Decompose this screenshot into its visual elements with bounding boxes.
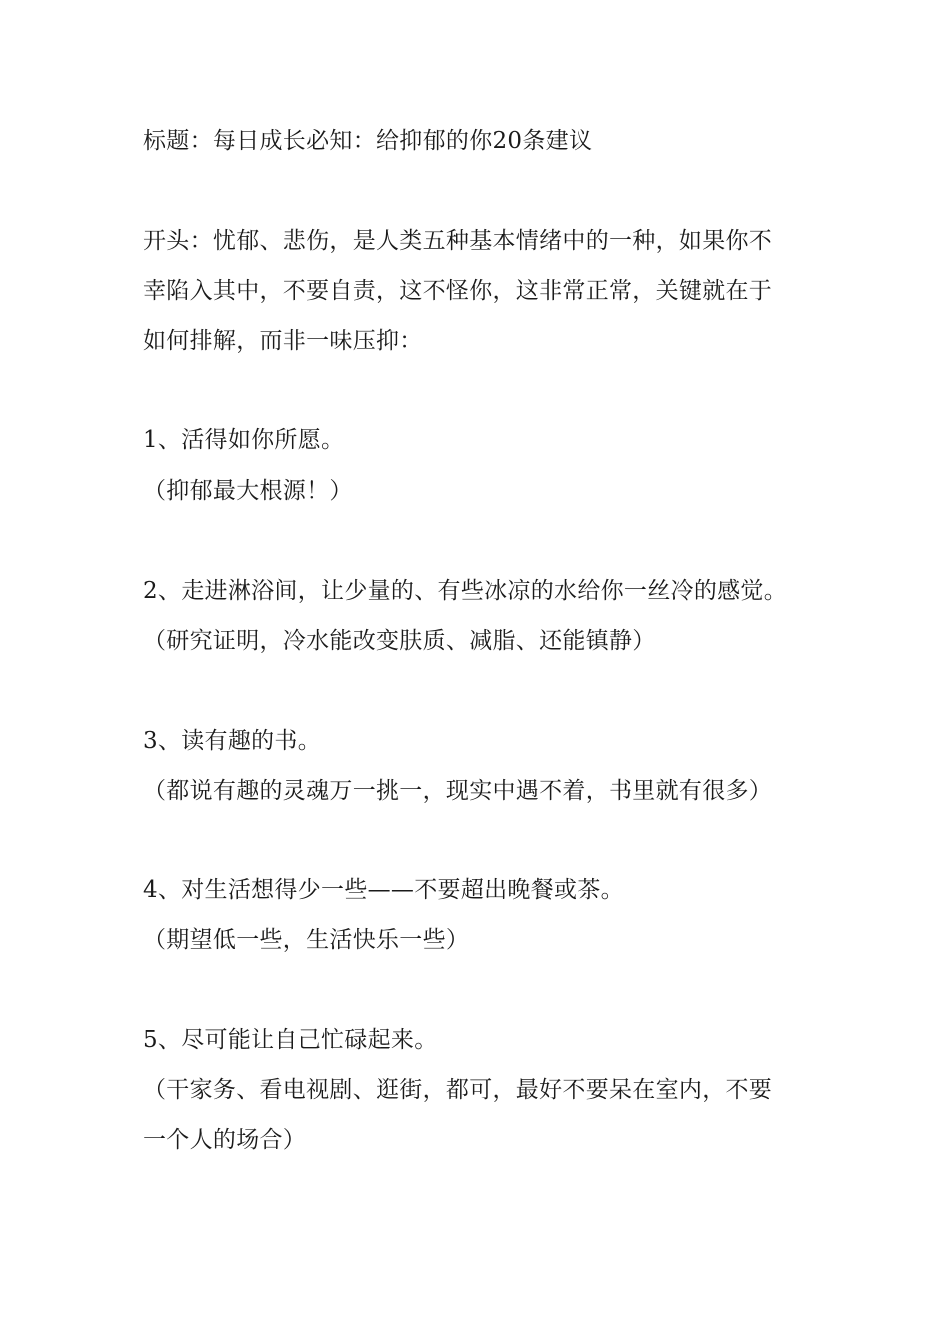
item-2-note: （研究证明，冷水能改变肤质、减脂、还能镇静） <box>143 628 656 654</box>
item-2-text: 2、走进淋浴间，让少量的、有些冰凉的水给你一丝冷的感觉。 <box>143 578 788 604</box>
item-3-text: 3、读有趣的书。 <box>143 728 322 754</box>
item-5-note: 一个人的场合） <box>143 1127 307 1153</box>
item-4-text: 4、对生活想得少一些——不要超出晚餐或茶。 <box>143 877 624 903</box>
document-title: 标题：每日成长必知：给抑郁的你20条建议 <box>143 128 593 154</box>
intro-line: 如何排解，而非一味压抑： <box>143 328 423 354</box>
item-5-note: （干家务、看电视剧、逛街，都可，最好不要呆在室内，不要 <box>143 1077 773 1103</box>
item-4-note: （期望低一些，生活快乐一些） <box>143 927 470 953</box>
item-3-note: （都说有趣的灵魂万一挑一，现实中遇不着，书里就有很多） <box>143 778 773 804</box>
item-1-note: （抑郁最大根源！） <box>143 478 353 504</box>
intro-line: 幸陷入其中，不要自责，这不怪你，这非常正常，关键就在于 <box>143 278 773 304</box>
item-1-text: 1、活得如你所愿。 <box>143 427 345 453</box>
item-5-text: 5、尽可能让自己忙碌起来。 <box>143 1027 438 1053</box>
intro-line: 开头：忧郁、悲伤，是人类五种基本情绪中的一种，如果你不 <box>143 228 773 254</box>
